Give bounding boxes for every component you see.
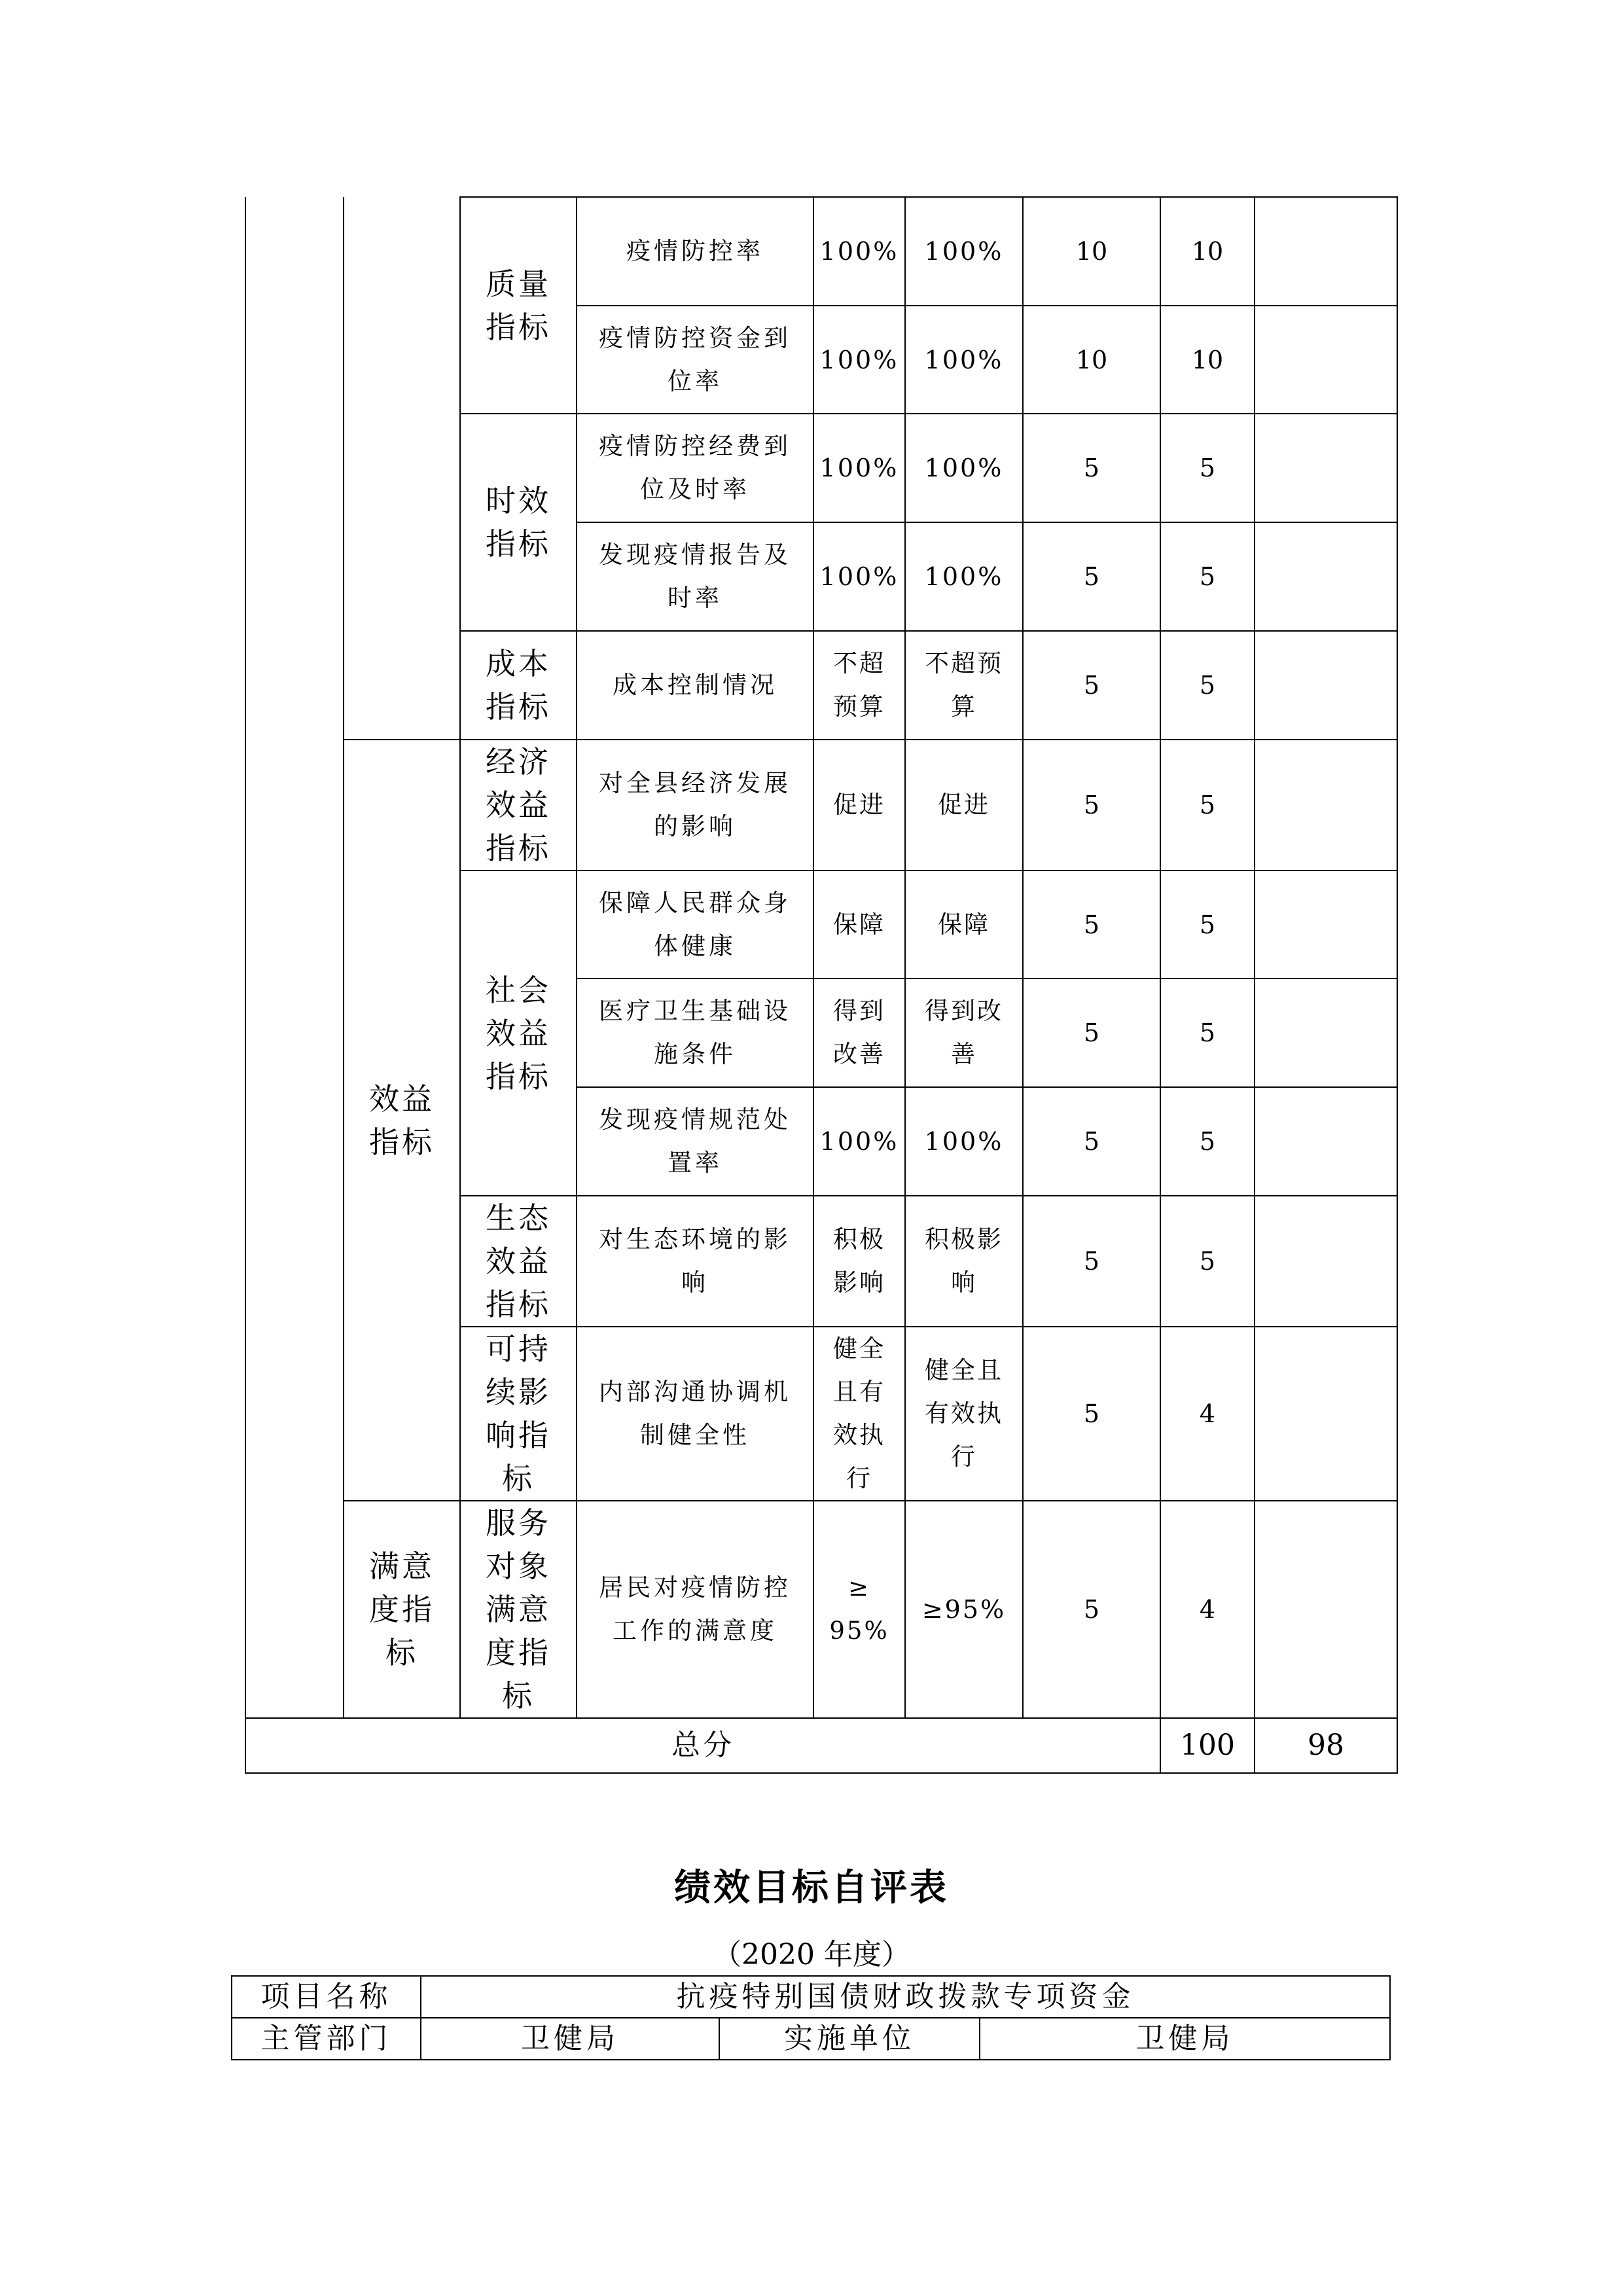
total-score: 98 (1255, 1718, 1397, 1773)
indicator-cell: 发现疫情报告及 时率 (577, 522, 813, 631)
score-cell: 5 (1160, 740, 1255, 870)
level3-cell: 成本 指标 (460, 631, 577, 740)
score-cell: 5 (1160, 870, 1255, 978)
target-cell: 不超 预算 (813, 631, 905, 740)
level2-cell: 效益 指标 (344, 740, 460, 1501)
unit-value: 卫健局 (980, 2018, 1390, 2060)
indicator-cell: 医疗卫生基础设 施条件 (577, 978, 813, 1087)
level2-cell (344, 197, 460, 740)
score-cell: 5 (1160, 1196, 1255, 1327)
score-cell: 5 (1160, 522, 1255, 631)
indicator-cell: 保障人民群众身 体健康 (577, 870, 813, 978)
table-row (245, 197, 1397, 306)
weight-cell: 10 (1023, 197, 1160, 306)
total-weight: 100 (1160, 1718, 1255, 1773)
indicator-cell: 疫情防控率 (577, 197, 813, 306)
weight-cell: 5 (1023, 978, 1160, 1087)
target-cell: 促进 (813, 740, 905, 870)
score-cell: 5 (1160, 978, 1255, 1087)
remark-cell (1255, 978, 1397, 1087)
actual-cell: 不超预 算 (905, 631, 1023, 740)
indicator-cell: 居民对疫情防控 工作的满意度 (577, 1501, 813, 1718)
section-title: 绩效目标自评表 (674, 1867, 949, 1909)
target-cell: 100% (813, 1087, 905, 1196)
weight-cell: 5 (1023, 1501, 1160, 1718)
weight-cell: 5 (1023, 1327, 1160, 1501)
level3-cell: 可持 续影 响指 标 (460, 1327, 577, 1501)
indicator-cell: 疫情防控资金到 位率 (577, 306, 813, 414)
actual-cell: 100% (905, 414, 1023, 522)
indicator-cell: 发现疫情规范处 置率 (577, 1087, 813, 1196)
weight-cell: 10 (1023, 306, 1160, 414)
table-row (232, 1976, 1390, 2018)
actual-cell: 促进 (905, 740, 1023, 870)
remark-cell (1255, 1327, 1397, 1501)
target-cell: 100% (813, 414, 905, 522)
dept-label: 主管部门 (232, 2018, 421, 2060)
score-cell: 10 (1160, 306, 1255, 414)
project-name-label: 项目名称 (232, 1976, 421, 2018)
actual-cell: 健全且 有效执 行 (905, 1327, 1023, 1501)
indicator-cell: 疫情防控经费到 位及时率 (577, 414, 813, 522)
target-cell: 100% (813, 197, 905, 306)
remark-cell (1255, 740, 1397, 870)
target-cell: 保障 (813, 870, 905, 978)
weight-cell: 5 (1023, 1196, 1160, 1327)
table-row (232, 2018, 1390, 2060)
indicator-cell: 对全县经济发展 的影响 (577, 740, 813, 870)
level1-cell (245, 197, 344, 1718)
weight-cell: 5 (1023, 631, 1160, 740)
target-cell: 100% (813, 306, 905, 414)
performance-indicator-table (245, 196, 1398, 1774)
table-row (245, 1501, 1397, 1718)
actual-cell: 保障 (905, 870, 1023, 978)
remark-cell (1255, 414, 1397, 522)
actual-cell: 100% (905, 306, 1023, 414)
weight-cell: 5 (1023, 414, 1160, 522)
target-cell: 100% (813, 522, 905, 631)
score-cell: 4 (1160, 1327, 1255, 1501)
actual-cell: 积极影 响 (905, 1196, 1023, 1327)
project-name-value: 抗疫特别国债财政拨款专项资金 (421, 1976, 1390, 2018)
target-cell: 积极 影响 (813, 1196, 905, 1327)
remark-cell (1255, 522, 1397, 631)
unit-label: 实施单位 (719, 2018, 980, 2060)
score-cell: 5 (1160, 1087, 1255, 1196)
dept-value: 卫健局 (421, 2018, 719, 2060)
actual-cell: 100% (905, 1087, 1023, 1196)
actual-cell: 100% (905, 522, 1023, 631)
remark-cell (1255, 631, 1397, 740)
table-row (245, 740, 1397, 870)
level3-cell: 社会 效益 指标 (460, 870, 577, 1196)
remark-cell (1255, 1087, 1397, 1196)
remark-cell (1255, 197, 1397, 306)
total-label: 总分 (245, 1718, 1160, 1773)
score-cell: 5 (1160, 631, 1255, 740)
weight-cell: 5 (1023, 870, 1160, 978)
level3-cell: 质量 指标 (460, 197, 577, 414)
target-cell: 得到 改善 (813, 978, 905, 1087)
remark-cell (1255, 870, 1397, 978)
remark-cell (1255, 1196, 1397, 1327)
actual-cell: 100% (905, 197, 1023, 306)
target-cell: ≥ 95% (813, 1501, 905, 1718)
indicator-cell: 对生态环境的影 响 (577, 1196, 813, 1327)
remark-cell (1255, 1501, 1397, 1718)
indicator-cell: 成本控制情况 (577, 631, 813, 740)
level2-cell: 满意 度指 标 (344, 1501, 460, 1718)
level3-cell: 生态 效益 指标 (460, 1196, 577, 1327)
total-row (245, 1718, 1397, 1773)
weight-cell: 5 (1023, 740, 1160, 870)
actual-cell: ≥95% (905, 1501, 1023, 1718)
level3-cell: 经济 效益 指标 (460, 740, 577, 870)
remark-cell (1255, 306, 1397, 414)
score-cell: 4 (1160, 1501, 1255, 1718)
indicator-cell: 内部沟通协调机 制健全性 (577, 1327, 813, 1501)
section-year: （2020 年度） (713, 1938, 910, 1971)
level3-cell: 时效 指标 (460, 414, 577, 631)
weight-cell: 5 (1023, 522, 1160, 631)
self-evaluation-header-table (231, 1975, 1391, 2060)
weight-cell: 5 (1023, 1087, 1160, 1196)
actual-cell: 得到改 善 (905, 978, 1023, 1087)
score-cell: 5 (1160, 414, 1255, 522)
target-cell: 健全 且有 效执 行 (813, 1327, 905, 1501)
score-cell: 10 (1160, 197, 1255, 306)
level3-cell: 服务 对象 满意 度指 标 (460, 1501, 577, 1718)
